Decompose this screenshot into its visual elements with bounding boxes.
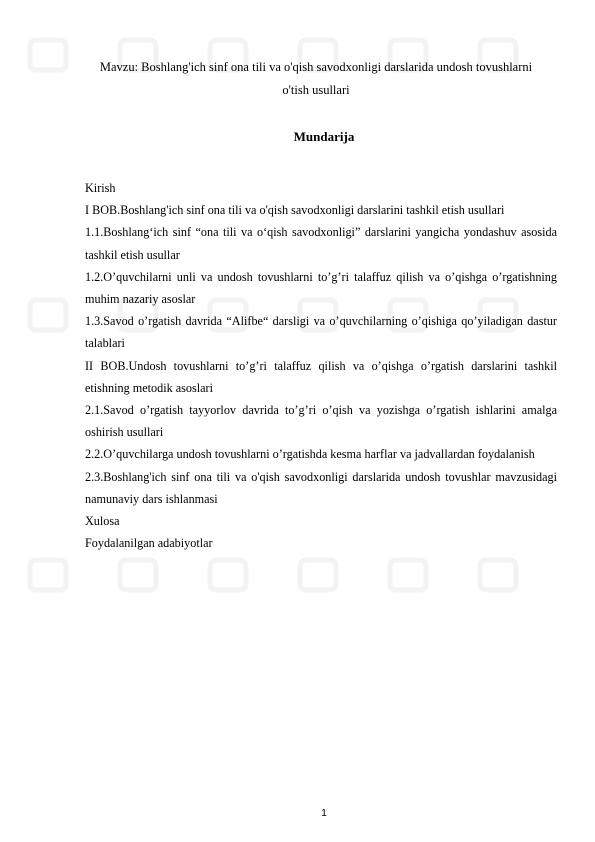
- toc-item-chapter-2: II BOB.Undosh tovushlarni to’g’ri talaffuz qilish va o’qishga o’rgatish darslarini tashkil etishning metodik asoslari: [85, 358, 557, 395]
- toc-item-section-2-2: 2.2.O’quvchilarga undosh tovushlarni o’rgatishda kesma harflar va jadvallardan foydalanish: [85, 447, 535, 462]
- toc-item-introduction: Kirish: [85, 181, 116, 195]
- table-of-contents: [85, 177, 557, 554]
- toc-item-chapter-1: I BOB.Boshlang'ich sinf ona tili va o'qish savodxonligi darslarini tashkil etish usullari: [85, 203, 505, 218]
- document-title: Mavzu: Boshlang'ich sinf ona tili va o'qish savodxonligi darslarida undosh tovushlarni o'tish usullari: [99, 60, 533, 97]
- page-number: 1: [321, 808, 327, 819]
- toc-item-section-2-1: 2.1.Savod o’rgatish tayyorlov davrida to’g’ri o’qish va yozishga o’rgatish ishlarini amalga oshirish usullari: [85, 403, 557, 440]
- toc-item-references: Foydalanilgan adabiyotlar: [85, 536, 213, 551]
- toc-item-section-1-1: 1.1.Boshlang‘ich sinf “ona tili va o‘qish savodxonligi” darslarini yangicha yondashuv asosida tashkil etish usullar: [85, 225, 557, 262]
- toc-item-section-1-2: 1.2.O’quvchilarni unli va undosh tovushlarni to’g’ri talaffuz qilish va o’qishga o’rgatishning muhim nazariy asoslar: [85, 269, 557, 307]
- toc-item-section-2-3: 2.3.Boshlang'ich sinf ona tili va o'qish savodxonligi darslarida undosh tovushlar mavzusidagi namunaviy dars ishlanmasi: [85, 469, 557, 506]
- toc-item-conclusion: Xulosa: [85, 514, 120, 529]
- toc-item-section-1-3: 1.3.Savod o’rgatish davrida “Alifbe“ darsligi va o’quvchilarning o’qishiga qo’yiladigan dastur talablari: [85, 314, 557, 351]
- contents-heading: Mundarija: [293, 129, 355, 144]
